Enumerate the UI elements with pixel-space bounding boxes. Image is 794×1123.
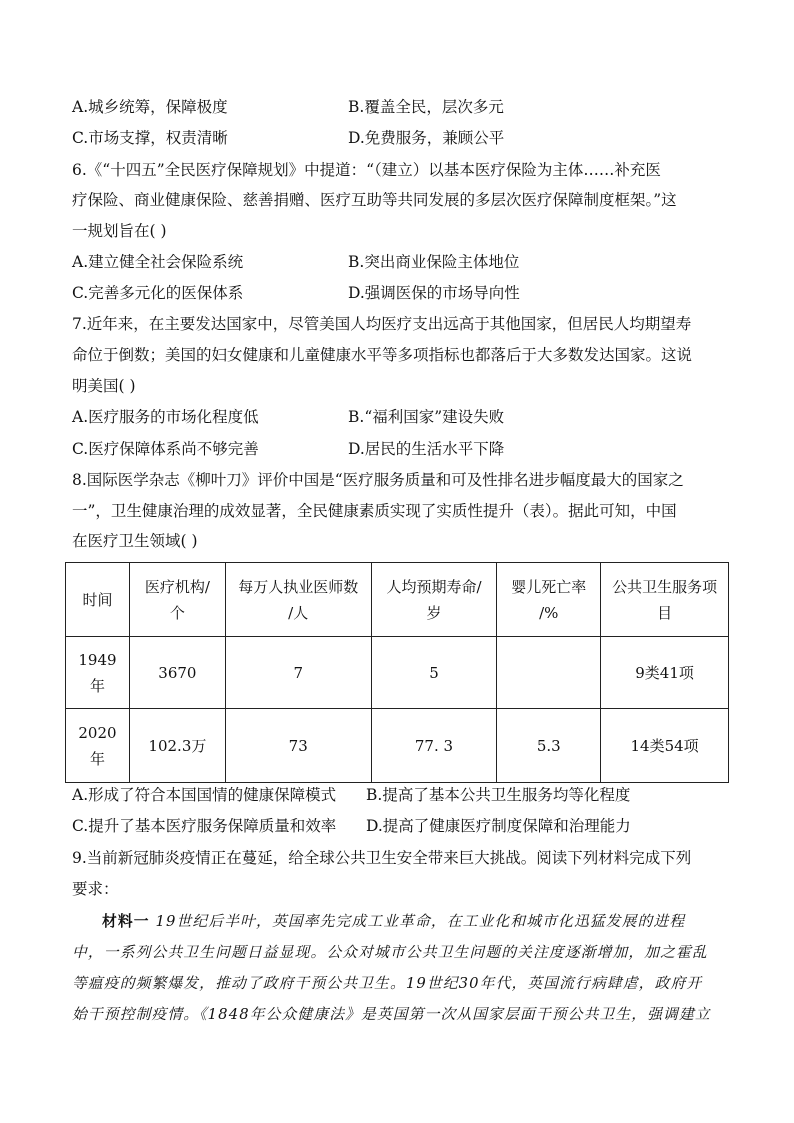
q7-option-d: D.居民的生活水平下降 bbox=[348, 440, 505, 458]
table-row bbox=[66, 709, 729, 783]
material-one-line-2: 中，一系列公共卫生问题日益显现。公众对城市公共卫生问题的关注度逐渐增加，加之霍乱 bbox=[72, 944, 708, 961]
q7-stem-line-2: 命位于倒数；美国的妇女健康和儿童健康水平等多项指标也都落后于大多数发达国家。这说 bbox=[72, 346, 693, 364]
q5-option-a: A.城乡统筹，保障极度 bbox=[72, 98, 228, 116]
q6-option-c: C.完善多元化的医保体系 bbox=[72, 284, 244, 302]
table-cell: 3670 bbox=[129, 637, 225, 709]
q8-stem-line-1: 8.国际医学杂志《柳叶刀》评价中国是“医疗服务质量和可及性排名进步幅度最大的国家之 bbox=[72, 471, 684, 489]
q6-option-b: B.突出商业保险主体地位 bbox=[348, 253, 520, 271]
material-one-line-1: 材料一 19世纪后半叶，英国率先完成工业革命，在工业化和城市化迅猛发展的进程 bbox=[102, 913, 686, 930]
table-row bbox=[66, 637, 729, 709]
header-life-expectancy: 人均预期寿命/ 岁 bbox=[371, 563, 497, 637]
q7-option-b: B.“福利国家”建设失败 bbox=[348, 408, 505, 426]
q6-stem-line-2: 疗保险、商业健康保险、慈善捐赠、医疗互助等共同发展的多层次医疗保障制度框架。”这 bbox=[72, 191, 677, 209]
q9-stem-line-2: 要求： bbox=[72, 880, 119, 898]
table-header-row bbox=[66, 563, 729, 637]
header-institutions: 医疗机构/ 个 bbox=[129, 563, 225, 637]
q7-option-c: C.医疗保障体系尚不够完善 bbox=[72, 440, 259, 458]
data-table bbox=[65, 562, 729, 783]
q7-stem-line-3: 明美国( ) bbox=[72, 377, 136, 395]
header-infant-mortality: 婴儿死亡率 /% bbox=[497, 563, 601, 637]
q8-option-d: D.提高了健康医疗制度保障和治理能力 bbox=[366, 817, 631, 835]
q8-stem-line-2: 一”，卫生健康治理的成效显著，全民健康素质实现了实质性提升（表）。据此可知，中国 bbox=[72, 502, 677, 520]
table-cell: 5.3 bbox=[497, 709, 601, 783]
q8-option-b: B.提高了基本公共卫生服务均等化程度 bbox=[366, 786, 631, 804]
table-cell: 14类54项 bbox=[601, 709, 729, 783]
table-cell: 102.3万 bbox=[129, 709, 225, 783]
row-year: 2020 年 bbox=[66, 709, 130, 783]
header-public-health: 公共卫生服务项 目 bbox=[601, 563, 729, 637]
row-year: 1949 年 bbox=[66, 637, 130, 709]
q8-option-a: A.形成了符合本国国情的健康保障模式 bbox=[72, 786, 337, 804]
material-one-line-3: 等瘟疫的频繁爆发，推动了政府干预公共卫生。19世纪30年代，英国流行病肆虐，政府开 bbox=[72, 975, 703, 992]
header-time: 时间 bbox=[66, 563, 130, 637]
table-cell: 7 bbox=[225, 637, 371, 709]
q6-stem-line-1: 6.《“十四五”全民医疗保障规划》中提道：“（建立）以基本医疗保险为主体……补充医 bbox=[72, 161, 661, 179]
table-cell bbox=[497, 637, 601, 709]
q5-option-b: B.覆盖全民，层次多元 bbox=[348, 98, 504, 116]
q8-stem-line-3: 在医疗卫生领域( ) bbox=[72, 532, 198, 550]
q6-option-a: A.建立健全社会保险系统 bbox=[72, 253, 244, 271]
q6-option-d: D.强调医保的市场导向性 bbox=[348, 284, 520, 302]
q5-option-c: C.市场支撑，权责清晰 bbox=[72, 129, 228, 147]
material-one-line-4: 始干预控制疫情。《1848年公众健康法》是英国第一次从国家层面干预公共卫生，强调建立 bbox=[72, 1006, 711, 1023]
table-cell: 73 bbox=[225, 709, 371, 783]
q6-stem-line-3: 一规划旨在( ) bbox=[72, 222, 167, 240]
table-cell: 5 bbox=[371, 637, 497, 709]
q7-option-a: A.医疗服务的市场化程度低 bbox=[72, 408, 259, 426]
material-label: 材料一 bbox=[102, 913, 150, 930]
q7-stem-line-1: 7.近年来，在主要发达国家中，尽管美国人均医疗支出远高于其他国家，但居民人均期望寿 bbox=[72, 315, 692, 333]
q9-stem-line-1: 9.当前新冠肺炎疫情正在蔓延，给全球公共卫生安全带来巨大挑战。阅读下列材料完成下列 bbox=[72, 849, 692, 867]
q5-option-d: D.免费服务，兼顾公平 bbox=[348, 129, 505, 147]
table-cell: 9类41项 bbox=[601, 637, 729, 709]
table-cell: 77. 3 bbox=[371, 709, 497, 783]
q8-option-c: C.提升了基本医疗服务保障质量和效率 bbox=[72, 817, 337, 835]
header-doctors: 每万人执业医师数 /人 bbox=[225, 563, 371, 637]
